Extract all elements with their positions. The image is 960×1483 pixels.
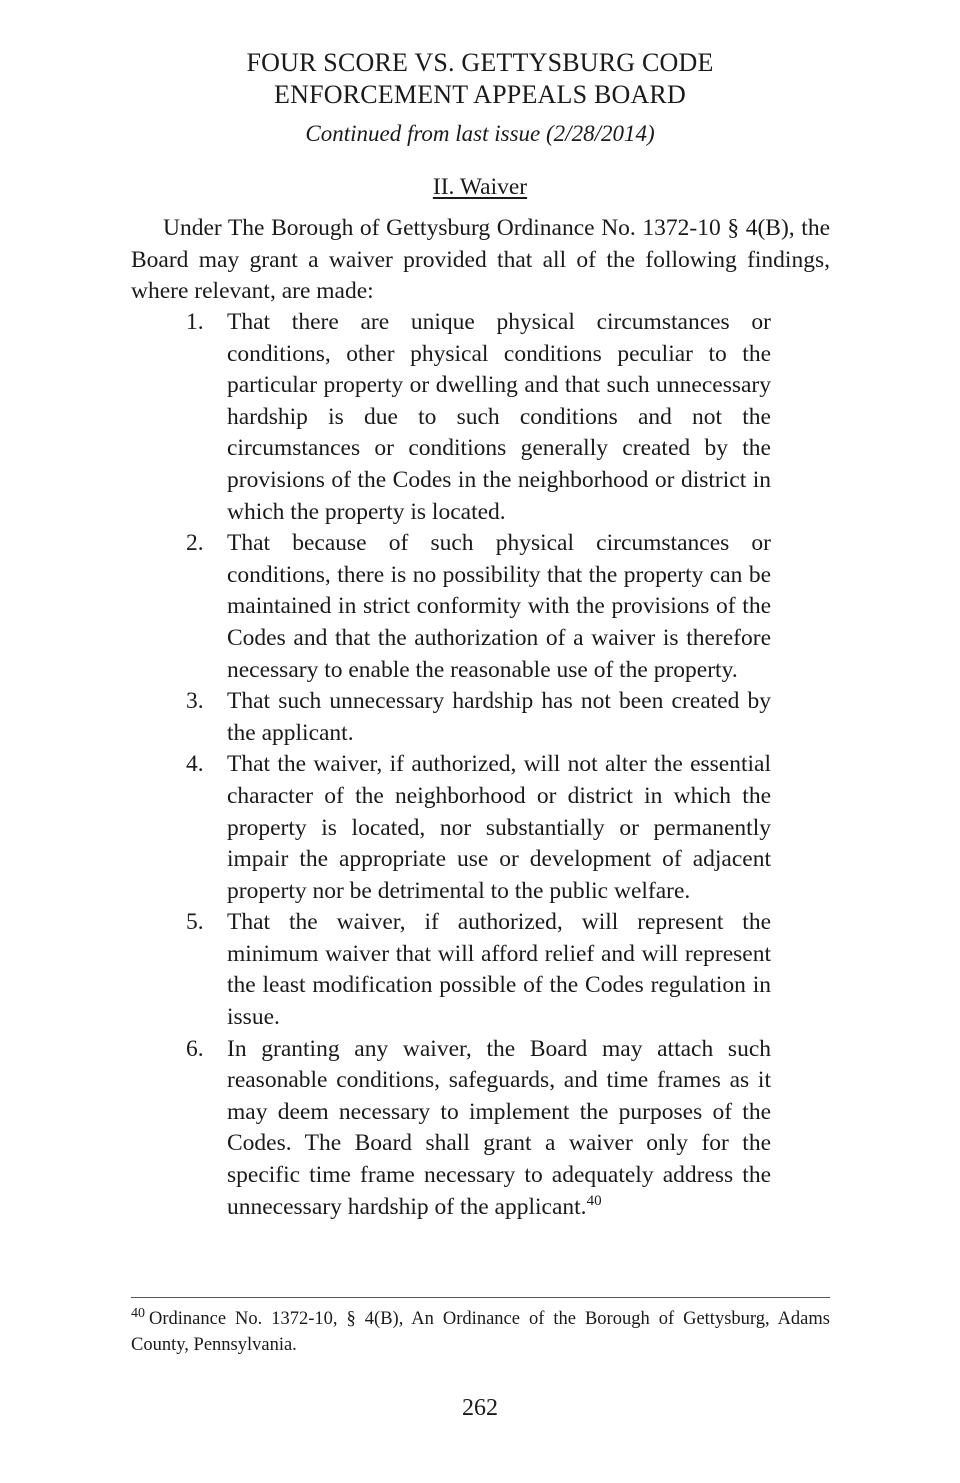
finding-number: 5. <box>186 909 204 936</box>
finding-item <box>186 749 771 907</box>
finding-number: 3. <box>186 688 204 715</box>
finding-item <box>186 1034 771 1224</box>
finding-text: That the waiver, if authorized, will not alter the essential character of the neighborhood or district in which the property is located, nor substantially or permanently impair the appropriate use or development of adjacent property nor be detrimental to the public welfare. <box>227 751 771 904</box>
page-number: 262 <box>462 1395 498 1421</box>
finding-number: 2. <box>186 530 204 557</box>
finding-text-body: In granting any waiver, the Board may attach such reasonable conditions, safeguards, and time frames as it may deem necessary to implement the purposes of the Codes. The Board shall grant a waiver only for the specific time frame necessary to adequately address the unnecessary hardship of the applicant. <box>227 1035 771 1220</box>
footnote-marker: 40 <box>131 1306 145 1321</box>
footnote <box>131 1306 830 1358</box>
section-heading <box>0 172 960 202</box>
intro-paragraph: Under The Borough of Gettysburg Ordinance No. 1372-10 § 4(B), the Board may grant a waiver provided that all of the following findings, where relevant, are made: <box>131 215 830 305</box>
finding-number: 4. <box>186 751 204 778</box>
finding-text: That because of such physical circumstances or conditions, there is no possibility that the property can be maintained in strict conformity with the provisions of the Codes and that the authorization of a waiver is therefore necessary to enable the reasonable use of the property. <box>227 530 771 683</box>
finding-number: 6. <box>186 1035 204 1062</box>
footnote-reference[interactable]: 40 <box>586 1192 602 1209</box>
footnote-text: Ordinance No. 1372-10, § 4(B), An Ordinance of the Borough of Gettysburg, Adams County, Pennsylvania. <box>131 1309 830 1355</box>
finding-text: That the waiver, if authorized, will represent the minimum waiver that will afford relief and will represent the least modification possible of the Codes regulation in issue. <box>227 909 771 1031</box>
finding-item <box>186 907 771 1033</box>
finding-item <box>186 528 771 686</box>
finding-text <box>227 1034 771 1224</box>
footnote-divider <box>131 1297 830 1298</box>
findings-list <box>186 307 771 1223</box>
finding-item <box>186 686 771 749</box>
continued-note: Continued from last issue (2/28/2014) <box>305 121 655 146</box>
finding-text: That there are unique physical circumstances or conditions, other physical conditions peculiar to the particular property or dwelling and that such unnecessary hardship is due to such conditions and not the circumstances or conditions generally created by the provisions of the Codes in the neighborhood or district in which the property is located. <box>227 309 771 525</box>
finding-number: 1. <box>186 309 204 335</box>
finding-item <box>186 307 771 528</box>
section-heading-text: II. Waiver <box>432 174 528 200</box>
title-line-2: ENFORCEMENT APPEALS BOARD <box>274 80 686 109</box>
finding-text: That such unnecessary hardship has not been created by the applicant. <box>227 688 771 746</box>
title-line-1: FOUR SCORE VS. GETTYSBURG CODE <box>246 48 714 77</box>
